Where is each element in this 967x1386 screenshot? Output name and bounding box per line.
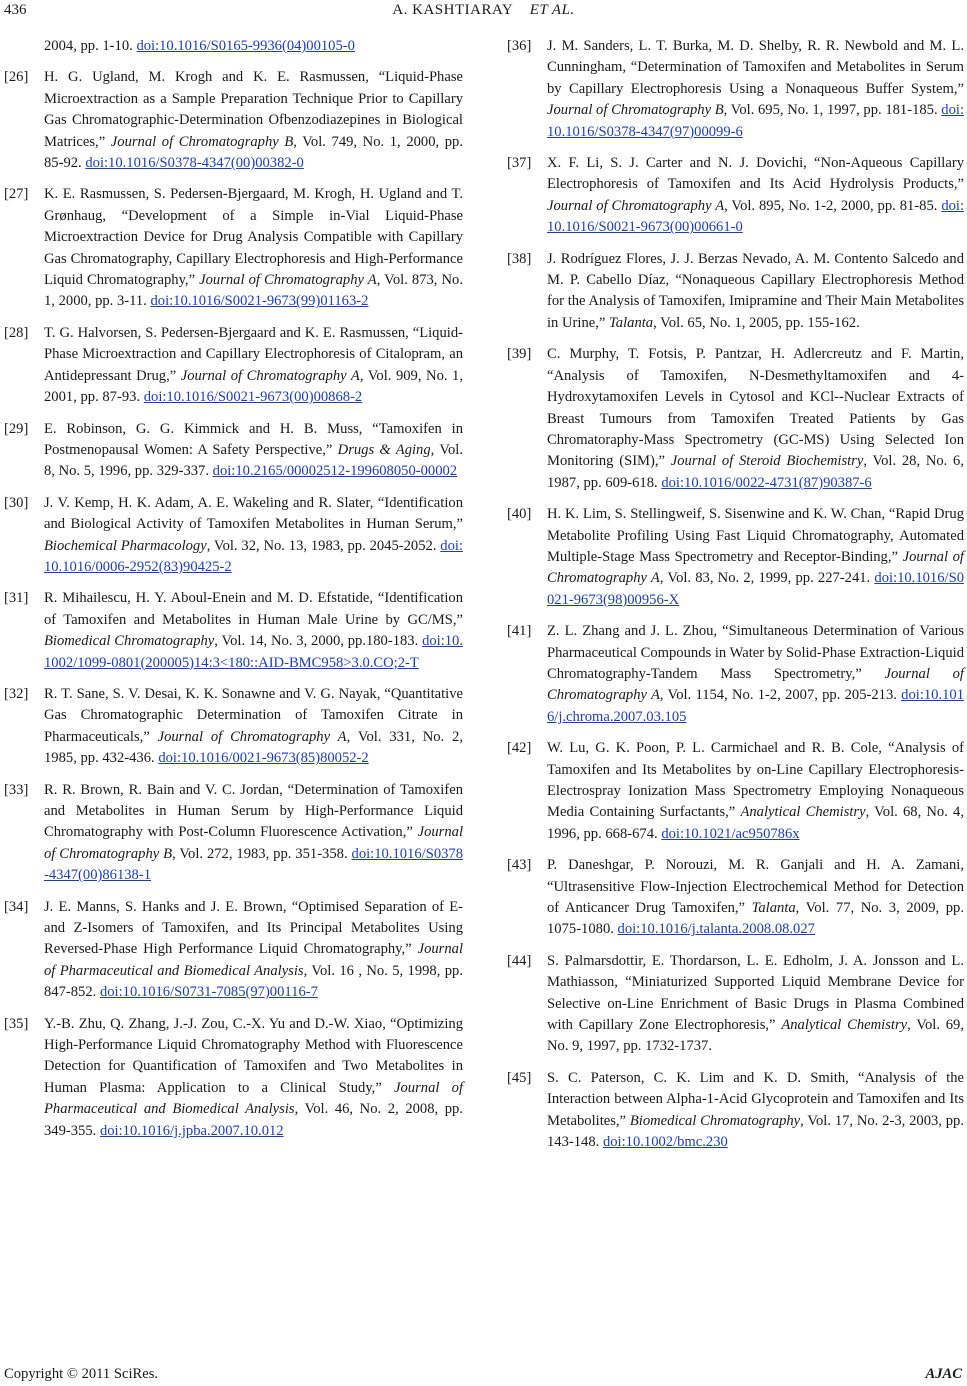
reference-journal-title: Journal of Chromatography A [157,728,347,745]
doi-link[interactable]: doi:10.1016/0021-9673(85)80052-2 [158,750,369,767]
reference-number: [42] [507,740,532,757]
reference-journal-title: Journal of Chromatography A [547,665,964,704]
reference-text-segment: H. K. Lim, S. Stellingweif, S. Sisenwine and K. W. Chan, “Rapid Drug Metabolite Profiling Using Fast Liquid Chromatography, Automated Multiple-Stage Mass Spectrometry and Receptor-Binding,” [547,506,964,565]
reference-entry [507,36,964,143]
reference-text [44,493,463,579]
reference-entry [4,493,463,579]
reference-entry [507,621,964,728]
reference-number: [31] [4,590,29,607]
reference-text [547,504,964,611]
reference-number: [35] [4,1015,29,1032]
reference-text-segment: J. M. Sanders, L. T. Burka, M. D. Shelby, R. R. Newbold and M. L. Cunningham, “Determination of Tamoxifen and Metabolites in Serum by Capillary Electrophoresis Using a Nonaqueous Buffer System,” [547,38,964,97]
reference-text [547,738,964,845]
reference-entry [4,1014,463,1142]
reference-text-segment: , Vol. 695, No. 1, 1997, pp. 181-185. [723,102,942,119]
reference-text-segment: , Vol. 65, No. 1, 2005, pp. 155-162. [653,314,860,331]
reference-journal-title: Talanta [609,314,654,331]
doi-link[interactable]: doi:10.1016/0022-4731(87)90387-6 [661,474,872,491]
reference-text-segment: C. Murphy, T. Fotsis, P. Pantzar, H. Adlercreutz and F. Martin, “Analysis of Tamoxifen, N-Desmethyltamoxifen and 4-Hydroxytamoxifen Levels in Cytosol and KCl--Nuclear Extracts of Breast Tumours from Tamoxifen Treated Patients by Gas Chromatoraphy-Mass Spectrometry (GC-MS) Using Selected Ion Monitoring (SIM),” [547,346,964,470]
reference-journal-title: Drugs & Aging [337,441,431,458]
reference-text [547,621,964,728]
reference-journal-title: Journal of Steroid Biochemistry [670,453,864,470]
reference-entry [507,855,964,941]
reference-number: [30] [4,494,29,511]
running-head-etal: ET AL. [529,2,575,18]
reference-number: [29] [4,420,29,437]
journal-abbreviation: AJAC [925,1366,962,1382]
reference-text [44,67,463,174]
reference-text-segment: Z. L. Zhang and J. L. Zhou, “Simultaneous Determination of Various Pharmaceutical Compounds in Water by Solid-Phase Extraction-Liquid Chromatography-Tandem Mass Spectrometry,” [547,623,964,682]
reference-number: [43] [507,857,532,874]
reference-column-left [4,36,463,1152]
reference-text-segment: E. Robinson, G. G. Kimmick and H. B. Muss, “Tamoxifen in Postmenopausal Women: A Safety Perspective,” [44,420,463,458]
reference-number: [39] [507,346,532,363]
reference-entry [507,249,964,335]
doi-link[interactable]: doi:10.1016/0006-2952(83)90425-2 [44,537,463,575]
reference-entry [507,951,964,1058]
reference-journal-title: Journal of Chromatography A [180,367,360,384]
reference-number: [36] [507,38,532,54]
reference-text-segment: H. G. Ugland, M. Krogh and K. E. Rasmussen, “Liquid-Phase Microextraction as a Sample Preparation Technique Prior to Capillary Gas Chromatographic-Determination Ofbenzodiazepines in Biological Matrices,” [44,69,463,150]
doi-link[interactable]: doi:10.1016/j.talanta.2008.08.027 [617,921,815,938]
reference-entry [4,36,463,57]
reference-journal-title: Journal of Chromatography A [199,272,377,289]
reference-journal-title: Journal of Chromatography B [44,824,463,862]
reference-entry [4,897,463,1004]
reference-number: [28] [4,324,29,341]
reference-journal-title: Journal of Pharmaceutical and Biomedical Analysis [44,1079,463,1118]
reference-text-segment: , Vol. 14, No. 3, 2000, pp.180-183. [214,633,423,650]
reference-text-segment: , Vol. 77, No. 3, 2009, pp. 1075-1080. [547,900,964,938]
doi-link[interactable]: doi:10.1016/S0021-9673(99)01163-2 [150,293,369,310]
reference-text-segment: 2004, pp. 1-10. [44,38,137,54]
reference-journal-title: Journal of Chromatography B [547,102,724,119]
doi-link[interactable]: doi:10.2165/00002512-199608050-00002 [212,463,458,480]
reference-journal-title: Biochemical Pharmacology [44,537,207,554]
doi-link[interactable]: doi:10.1016/S0021-9673(00)00661-0 [547,197,965,236]
reference-entry [4,184,463,312]
reference-text-segment: X. F. Li, S. J. Carter and N. J. Dovichi, “Non-Aqueous Capillary Electrophoresis of Tamoxifen and Its Acid Hydrolysis Products,” [547,155,964,193]
reference-text [547,153,964,239]
reference-entry [4,323,463,409]
reference-number: [26] [4,69,29,86]
reference-text-segment: , Vol. 68, No. 4, 1996, pp. 668-674. [547,804,964,842]
running-head [0,2,967,19]
doi-link[interactable]: doi:10.1002/1099-0801(200005)14:3<180::AID-BMC958>3.0.CO;2-T [44,633,464,671]
reference-number: [41] [507,623,532,640]
reference-text-segment: Y.-B. Zhu, Q. Zhang, J.-J. Zou, C.-X. Yu and D.-W. Xiao, “Optimizing High-Performance Liquid Chromatography Method with Fluorescence Detection for Quantification of Tamoxifen and Two Metabolites in Human Plasma: Application to a Clinical Study,” [44,1015,463,1096]
reference-entry [507,738,964,845]
reference-journal-title: Journal of Chromatography A [547,197,725,214]
reference-entry [4,780,463,887]
reference-number: [38] [507,250,532,267]
doi-link[interactable]: doi:10.1016/j.jpba.2007.10.012 [99,1122,284,1139]
reference-text-segment: R. T. Sane, S. V. Desai, K. K. Sonawne and V. G. Nayak, “Quantitative Gas Chromatographic Determination of Tamoxifen Citrate in Pharmaceuticals,” [44,685,463,745]
doi-link[interactable]: doi:10.1016/S0731-7085(97)00116-7 [99,984,318,1001]
reference-entry [507,153,964,239]
reference-journal-title: Journal of Pharmaceutical and Biomedical Analysis [44,941,463,979]
reference-text [547,951,964,1058]
reference-text [44,897,463,1004]
reference-number: [40] [507,506,532,523]
reference-text [44,323,463,409]
reference-number: [37] [507,155,532,172]
reference-text-segment: S. Palmarsdottir, E. Thordarson, L. E. Edholm, J. A. Jonsson and L. Mathiasson, “Miniaturized Supported Liquid Membrane Device for Selective on-Line Enrichment of Basic Drugs in Plasma Combined with Capillary Zone Electrophoresis,” [547,952,964,1034]
reference-number: [44] [507,952,532,969]
reference-journal-title: Journal of Chromatography B [110,133,294,150]
reference-text [547,1068,964,1154]
reference-text-segment: J. Rodríguez Flores, J. J. Berzas Nevado, A. M. Contento Salcedo and M. P. Cabello Díaz, “Nonaqueous Capillary Electrophoresis Method for the Analysis of Tamoxifen, Imipramine and Their Main Metabolites in Urine,” [547,250,964,331]
reference-text-segment: S. C. Paterson, C. K. Lim and K. D. Smith, “Analysis of the Interaction between Alpha-1-Acid Glycoprotein and Tamoxifen and Its Metabolites,” [547,1069,964,1129]
reference-text-segment: , Vol. 69, No. 9, 1997, pp. 1732-1737. [547,1017,965,1055]
reference-text-segment: , Vol. 331, No. 2, 1985, pp. 432-436. [44,728,464,767]
reference-text-segment: , Vol. 272, 1983, pp. 351-358. [172,845,352,862]
reference-number: [33] [4,781,29,798]
reference-journal-title: Biomedical Chromatography [44,633,215,650]
doi-link[interactable]: doi:10.1021/ac950786x [661,825,800,842]
doi-link[interactable]: doi:10.1016/S0378-4347(00)00382-0 [85,155,304,172]
reference-text-segment: , Vol. 16 , No. 5, 1998, pp. 847-852. [44,962,463,1001]
reference-text-segment: , Vol. 32, No. 13, 1983, pp. 2045-2052. [206,537,441,554]
reference-entry [4,419,463,483]
reference-number: [45] [507,1069,532,1086]
reference-text [547,344,964,494]
reference-text-segment: , Vol. 46, No. 2, 2008, pp. 349-355. [44,1101,464,1139]
reference-text [547,36,964,143]
reference-text-segment: , Vol. 28, No. 6, 1987, pp. 609-618. [547,453,964,491]
reference-journal-title: Analytical Chemistry [740,804,866,821]
reference-text-segment: P. Daneshgar, P. Norouzi, M. R. Ganjali and H. A. Zamani, “Ultrasensitive Flow-Injection Electrochemical Method for Detection of Anticancer Drug Tamoxifen,” [547,857,964,917]
reference-text-segment: T. G. Halvorsen, S. Pedersen-Bjergaard and K. E. Rasmussen, “Liquid-Phase Microextraction and Capillary Electrophoresis of Citalopram, an Antidepressant Drug,” [44,324,463,384]
page-number: 436 [4,2,27,18]
reference-journal-title: Biomedical Chromatography [629,1112,801,1129]
reference-text-segment: , Vol. 749, No. 1, 2000, pp. 85-92. [44,133,463,172]
reference-text-segment: , Vol. 17, No. 2-3, 2003, pp. 143-148. [547,1112,964,1151]
reference-text-segment: J. V. Kemp, H. K. Adam, A. E. Wakeling and R. Slater, “Identification and Biological Activity of Tamoxifen Metabolites in Human Serum,” [44,494,463,533]
reference-text [44,419,463,483]
doi-link[interactable]: doi:10.1002/bmc.230 [602,1134,728,1151]
reference-number: [32] [4,685,29,702]
reference-text-segment: , Vol. 1154, No. 1-2, 2007, pp. 205-213. [659,687,902,704]
reference-number: [27] [4,186,29,203]
reference-text-segment: W. Lu, G. K. Poon, P. L. Carmichael and R. B. Cole, “Analysis of Tamoxifen and Its Metabolites by on-Line Capillary Electrophoresis-Electrospray Ionization Mass Spectrometry Employing Nonaqueous Media Containing Surfactants,” [547,740,964,821]
reference-text-segment: , Vol. 8, No. 5, 1996, pp. 329-337. [44,441,463,480]
reference-text-segment: , Vol. 873, No. 1, 2000, pp. 3-11. [44,272,463,310]
reference-text-segment: , Vol. 83, No. 2, 1999, pp. 227-241. [659,570,875,587]
reference-text [44,36,463,57]
reference-entry [4,67,463,174]
page-footer [4,1366,962,1386]
reference-journal-title: Talanta [751,900,796,917]
reference-text [44,780,463,887]
reference-text-segment: J. E. Manns, S. Hanks and J. E. Brown, “Optimised Separation of E- and Z-Isomers of Tamoxifen, and Its Principal Metabolites Using Reversed-Phase High Performance Liquid Chromatography,” [44,898,463,958]
reference-column-right [507,36,964,1164]
doi-link[interactable]: doi:10.1016/S0021-9673(00)00868-2 [143,389,363,406]
doi-link[interactable]: doi:10.1016/S0378-4347(00)86138-1 [44,845,464,884]
reference-text [44,588,463,674]
reference-text [547,249,964,335]
reference-text-segment: K. E. Rasmussen, S. Pedersen-Bjergaard, M. Krogh, H. Ugland and T. Grønhaug, “Development of a Simple in-Vial Liquid-Phase Microextraction Device for Drug Analysis Compatible with Capillary Gas Chromatography, Capillary Electrophoresis and High-Performance Liquid Chromatography,” [44,186,463,289]
reference-journal-title: Journal of Chromatography A [547,548,964,587]
copyright-notice: Copyright © 2011 SciRes. [4,1366,159,1382]
reference-text-segment: R. R. Brown, R. Bain and V. C. Jordan, “Determination of Tamoxifen and Metabolites in Human Serum by High-Performance Liquid Chromatography with Post-Column Fluorescence Activation,” [44,781,463,841]
reference-text-segment: , Vol. 909, No. 1, 2001, pp. 87-93. [44,367,464,406]
reference-text-segment: R. Mihailescu, H. Y. Aboul-Enein and M. D. Efstatide, “Identification of Tamoxifen and Metabolites in Human Male Urine by GC/MS,” [44,590,463,628]
doi-link[interactable]: doi:10.1016/S0378-4347(97)00099-6 [547,102,964,140]
reference-text-segment: , Vol. 895, No. 1-2, 2000, pp. 81-85. [724,197,942,214]
reference-entry [4,588,463,674]
reference-text [547,855,964,941]
doi-link[interactable]: doi:10.1016/j.chroma.2007.03.105 [547,687,965,725]
reference-number: [34] [4,898,29,915]
reference-entry [4,684,463,770]
reference-entry [507,504,964,611]
reference-journal-title: Analytical Chemistry [781,1017,908,1034]
reference-text [44,684,463,770]
page-header [0,0,967,26]
running-head-authors: A. KASHTIARAY [392,2,513,18]
reference-entry [507,344,964,494]
reference-entry [507,1068,964,1154]
doi-link[interactable]: doi:10.1016/S0021-9673(98)00956-X [547,570,964,608]
reference-text [44,1014,463,1142]
doi-link[interactable]: doi:10.1016/S0165-9936(04)00105-0 [136,38,355,54]
reference-text [44,184,463,312]
